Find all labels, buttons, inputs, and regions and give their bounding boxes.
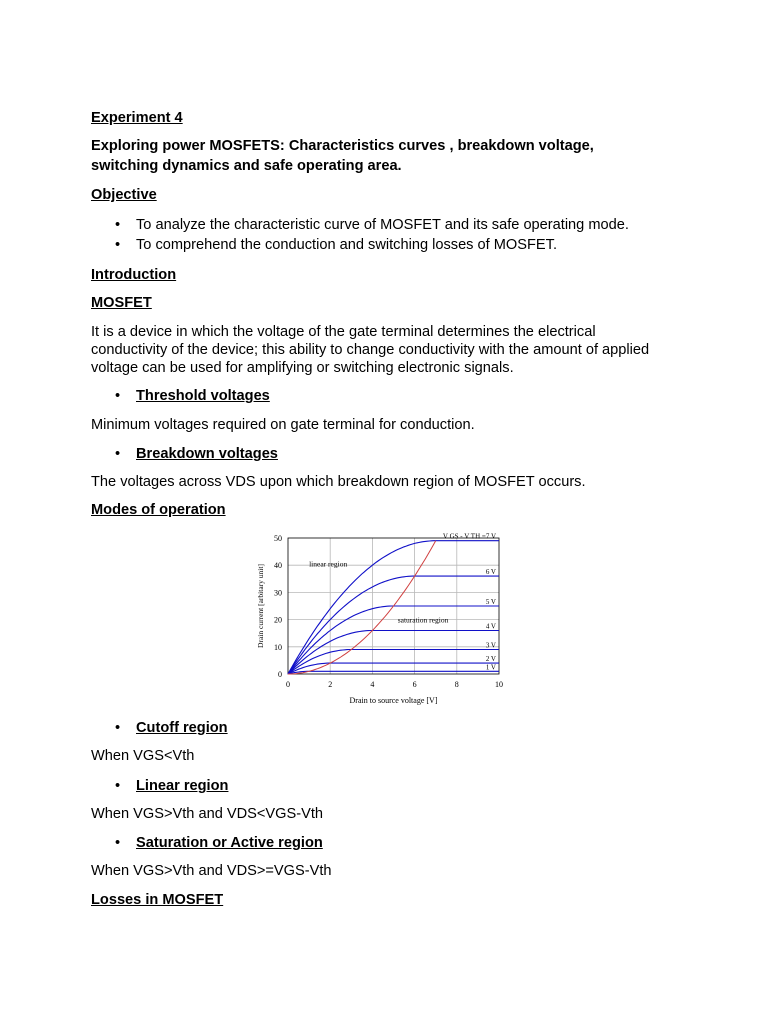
linear-region-annotation: linear region <box>309 559 348 569</box>
bullet-icon: • <box>115 446 121 462</box>
saturation-text: When VGS>Vth and VDS>=VGS-Vth <box>91 863 332 879</box>
objective-text: To comprehend the conduction and switching losses of MOSFET. <box>136 237 558 253</box>
series-label: 4 V <box>485 622 496 631</box>
objective-text: To analyze the characteristic curve of MOSFET and its safe operating mode. <box>136 217 629 233</box>
x-tick-label: 2 <box>328 680 333 689</box>
y-tick-label: 30 <box>274 588 282 598</box>
x-axis-label: Drain to source voltage [V] <box>349 696 438 705</box>
linear-text: When VGS>Vth and VDS<VGS-Vth <box>91 806 323 822</box>
y-tick-label: 10 <box>274 642 282 652</box>
x-tick-label: 10 <box>495 680 503 689</box>
series-label: 3 V <box>485 641 496 650</box>
title-line-2: switching dynamics and safe operating area. <box>91 158 402 174</box>
experiment-label: Experiment 4 <box>91 110 183 126</box>
y-tick-label: 40 <box>274 561 282 571</box>
bullet-icon: • <box>115 237 121 253</box>
mosfet-heading: MOSFET <box>91 295 152 311</box>
x-tick-label: 8 <box>454 680 459 689</box>
bullet-icon: • <box>115 388 121 404</box>
threshold-text: Minimum voltages required on gate terminal for conduction. <box>91 417 475 433</box>
objective-heading: Objective <box>91 187 157 203</box>
series-label: V GS - V TH =7 V <box>442 532 496 541</box>
x-tick-label: 6 <box>412 680 417 689</box>
saturation-heading: Saturation or Active region <box>136 835 323 851</box>
cutoff-text: When VGS<Vth <box>91 748 195 764</box>
title-line-1: Exploring power MOSFETS: Characteristics curves , breakdown voltage, <box>91 138 594 154</box>
series-line <box>288 663 499 674</box>
bullet-icon: • <box>115 217 121 233</box>
series-label: 6 V <box>485 568 496 577</box>
y-axis-label: Drain current [arbitary unit] <box>256 564 265 648</box>
y-tick-label: 20 <box>274 615 282 625</box>
series-label: 5 V <box>485 598 496 606</box>
y-tick-label: 50 <box>274 534 282 543</box>
series-label: 1 V <box>485 663 496 672</box>
linear-heading: Linear region <box>136 778 229 794</box>
series-line <box>288 576 499 674</box>
bullet-icon: • <box>115 835 121 851</box>
losses-heading: Losses in MOSFET <box>91 892 224 908</box>
mosfet-characteristics-chart <box>252 528 508 708</box>
series-line <box>288 671 499 674</box>
cutoff-heading: Cutoff region <box>136 720 228 736</box>
breakdown-text: The voltages across VDS upon which breakdown region of MOSFET occurs. <box>91 474 586 490</box>
bullet-icon: • <box>115 778 121 794</box>
mosfet-paragraph-line: conductivity of the device; this ability to change conductivity with the amount of applied <box>91 342 650 358</box>
mosfet-paragraph-line: It is a device in which the voltage of the gate terminal determines the electrical <box>91 324 596 340</box>
breakdown-heading: Breakdown voltages <box>136 446 278 462</box>
x-tick-label: 4 <box>370 680 375 689</box>
y-tick-label: 0 <box>278 670 282 679</box>
series-line <box>288 650 499 675</box>
introduction-heading: Introduction <box>91 267 177 283</box>
bullet-icon: • <box>115 720 121 736</box>
series-label: 2 V <box>485 655 496 664</box>
chart-svg <box>252 528 508 708</box>
x-tick-label: 0 <box>286 680 290 689</box>
modes-heading: Modes of operation <box>91 502 226 518</box>
saturation-region-annotation: saturation region <box>397 615 449 625</box>
threshold-heading: Threshold voltages <box>136 388 270 404</box>
mosfet-paragraph-line: voltage can be used for amplifying or switching electronic signals. <box>91 360 514 376</box>
